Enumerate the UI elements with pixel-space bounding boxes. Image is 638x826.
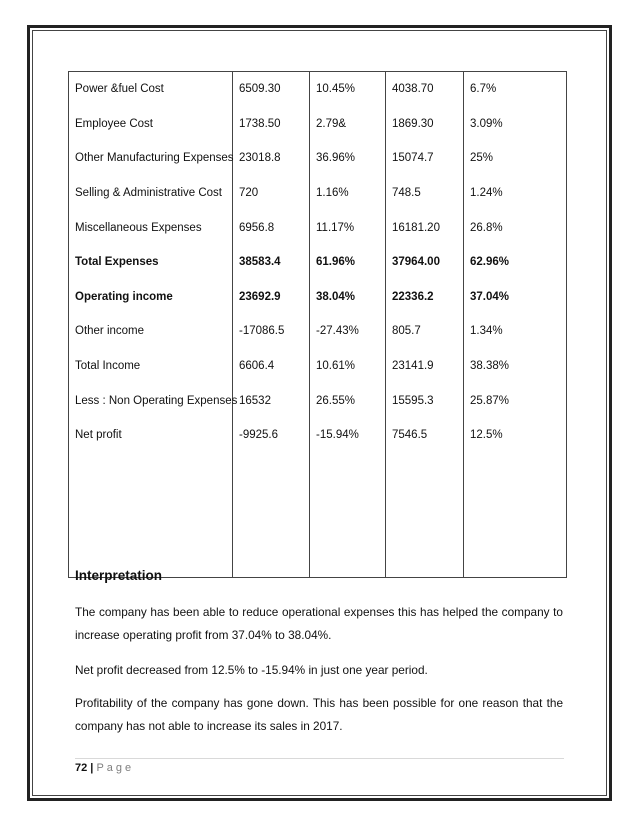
- table-empty-row: [69, 453, 567, 578]
- value-cell: 23018.8: [233, 141, 310, 176]
- financial-table: [68, 71, 567, 578]
- value-cell: 2.79&: [310, 107, 386, 142]
- footer-separator: |: [87, 762, 97, 774]
- empty-cell: [464, 453, 567, 578]
- value-cell: 7546.5: [386, 418, 464, 453]
- interpretation-paragraph: The company has been able to reduce operational expenses this has helped the company to increase operating profit from 37.04% to 38.04%.: [75, 605, 563, 642]
- table-row: [69, 418, 567, 453]
- value-cell: 4038.70: [386, 72, 464, 107]
- row-label-cell: Miscellaneous Expenses: [69, 210, 233, 245]
- value-cell: -27.43%: [310, 314, 386, 349]
- page-label: Page: [96, 762, 135, 774]
- row-label-cell: Net profit: [69, 418, 233, 453]
- empty-cell: [233, 453, 310, 578]
- table-row: [69, 349, 567, 384]
- value-cell: 62.96%: [464, 245, 567, 280]
- value-cell: -9925.6: [233, 418, 310, 453]
- empty-cell: [386, 453, 464, 578]
- table-row: [69, 280, 567, 315]
- value-cell: 26.8%: [464, 210, 567, 245]
- row-label-cell: Other income: [69, 314, 233, 349]
- table-row: [69, 107, 567, 142]
- value-cell: -15.94%: [310, 418, 386, 453]
- table-row: [69, 176, 567, 211]
- table-row: [69, 141, 567, 176]
- empty-cell: [69, 453, 233, 578]
- value-cell: 1738.50: [233, 107, 310, 142]
- value-cell: 1.34%: [464, 314, 567, 349]
- value-cell: 25.87%: [464, 383, 567, 418]
- value-cell: 37.04%: [464, 280, 567, 315]
- value-cell: 61.96%: [310, 245, 386, 280]
- value-cell: 10.45%: [310, 72, 386, 107]
- value-cell: 26.55%: [310, 383, 386, 418]
- value-cell: 10.61%: [310, 349, 386, 384]
- value-cell: 1869.30: [386, 107, 464, 142]
- value-cell: 37964.00: [386, 245, 464, 280]
- value-cell: 6509.30: [233, 72, 310, 107]
- value-cell: 3.09%: [464, 107, 567, 142]
- row-label-cell: Other Manufacturing Expenses: [69, 141, 233, 176]
- page-number: 72: [75, 762, 88, 774]
- value-cell: -17086.5: [233, 314, 310, 349]
- row-label-cell: Employee Cost: [69, 107, 233, 142]
- value-cell: 805.7: [386, 314, 464, 349]
- value-cell: 23692.9: [233, 280, 310, 315]
- value-cell: 22336.2: [386, 280, 464, 315]
- table-row: [69, 314, 567, 349]
- value-cell: 16532: [233, 383, 310, 418]
- table-row: [69, 210, 567, 245]
- value-cell: 16181.20: [386, 210, 464, 245]
- value-cell: 38.38%: [464, 349, 567, 384]
- row-label-cell: Selling & Administrative Cost: [69, 176, 233, 211]
- row-label-cell: Total Expenses: [69, 245, 233, 280]
- interpretation-paragraph: Profitability of the company has gone down. This has been possible for one reason that the company has not able to increase its sales in 2017.: [75, 696, 563, 733]
- value-cell: 6.7%: [464, 72, 567, 107]
- value-cell: 6956.8: [233, 210, 310, 245]
- row-label-cell: Total Income: [69, 349, 233, 384]
- value-cell: 15595.3: [386, 383, 464, 418]
- value-cell: 23141.9: [386, 349, 464, 384]
- row-label-cell: Less : Non Operating Expenses: [69, 383, 233, 418]
- value-cell: 38583.4: [233, 245, 310, 280]
- empty-cell: [310, 453, 386, 578]
- value-cell: 748.5: [386, 176, 464, 211]
- row-label-cell: Power &fuel Cost: [69, 72, 233, 107]
- value-cell: 38.04%: [310, 280, 386, 315]
- footer-divider: [75, 758, 564, 759]
- value-cell: 25%: [464, 141, 567, 176]
- table-row: [69, 72, 567, 107]
- table-row: [69, 383, 567, 418]
- value-cell: 720: [233, 176, 310, 211]
- page-footer: [75, 762, 134, 774]
- table-row: [69, 245, 567, 280]
- value-cell: 15074.7: [386, 141, 464, 176]
- value-cell: 12.5%: [464, 418, 567, 453]
- value-cell: 36.96%: [310, 141, 386, 176]
- value-cell: 6606.4: [233, 349, 310, 384]
- value-cell: 1.24%: [464, 176, 567, 211]
- value-cell: 1.16%: [310, 176, 386, 211]
- value-cell: 11.17%: [310, 210, 386, 245]
- interpretation-heading: Interpretation: [75, 568, 163, 583]
- interpretation-paragraph: Net profit decreased from 12.5% to -15.94% in just one year period.: [75, 663, 428, 677]
- row-label-cell: Operating income: [69, 280, 233, 315]
